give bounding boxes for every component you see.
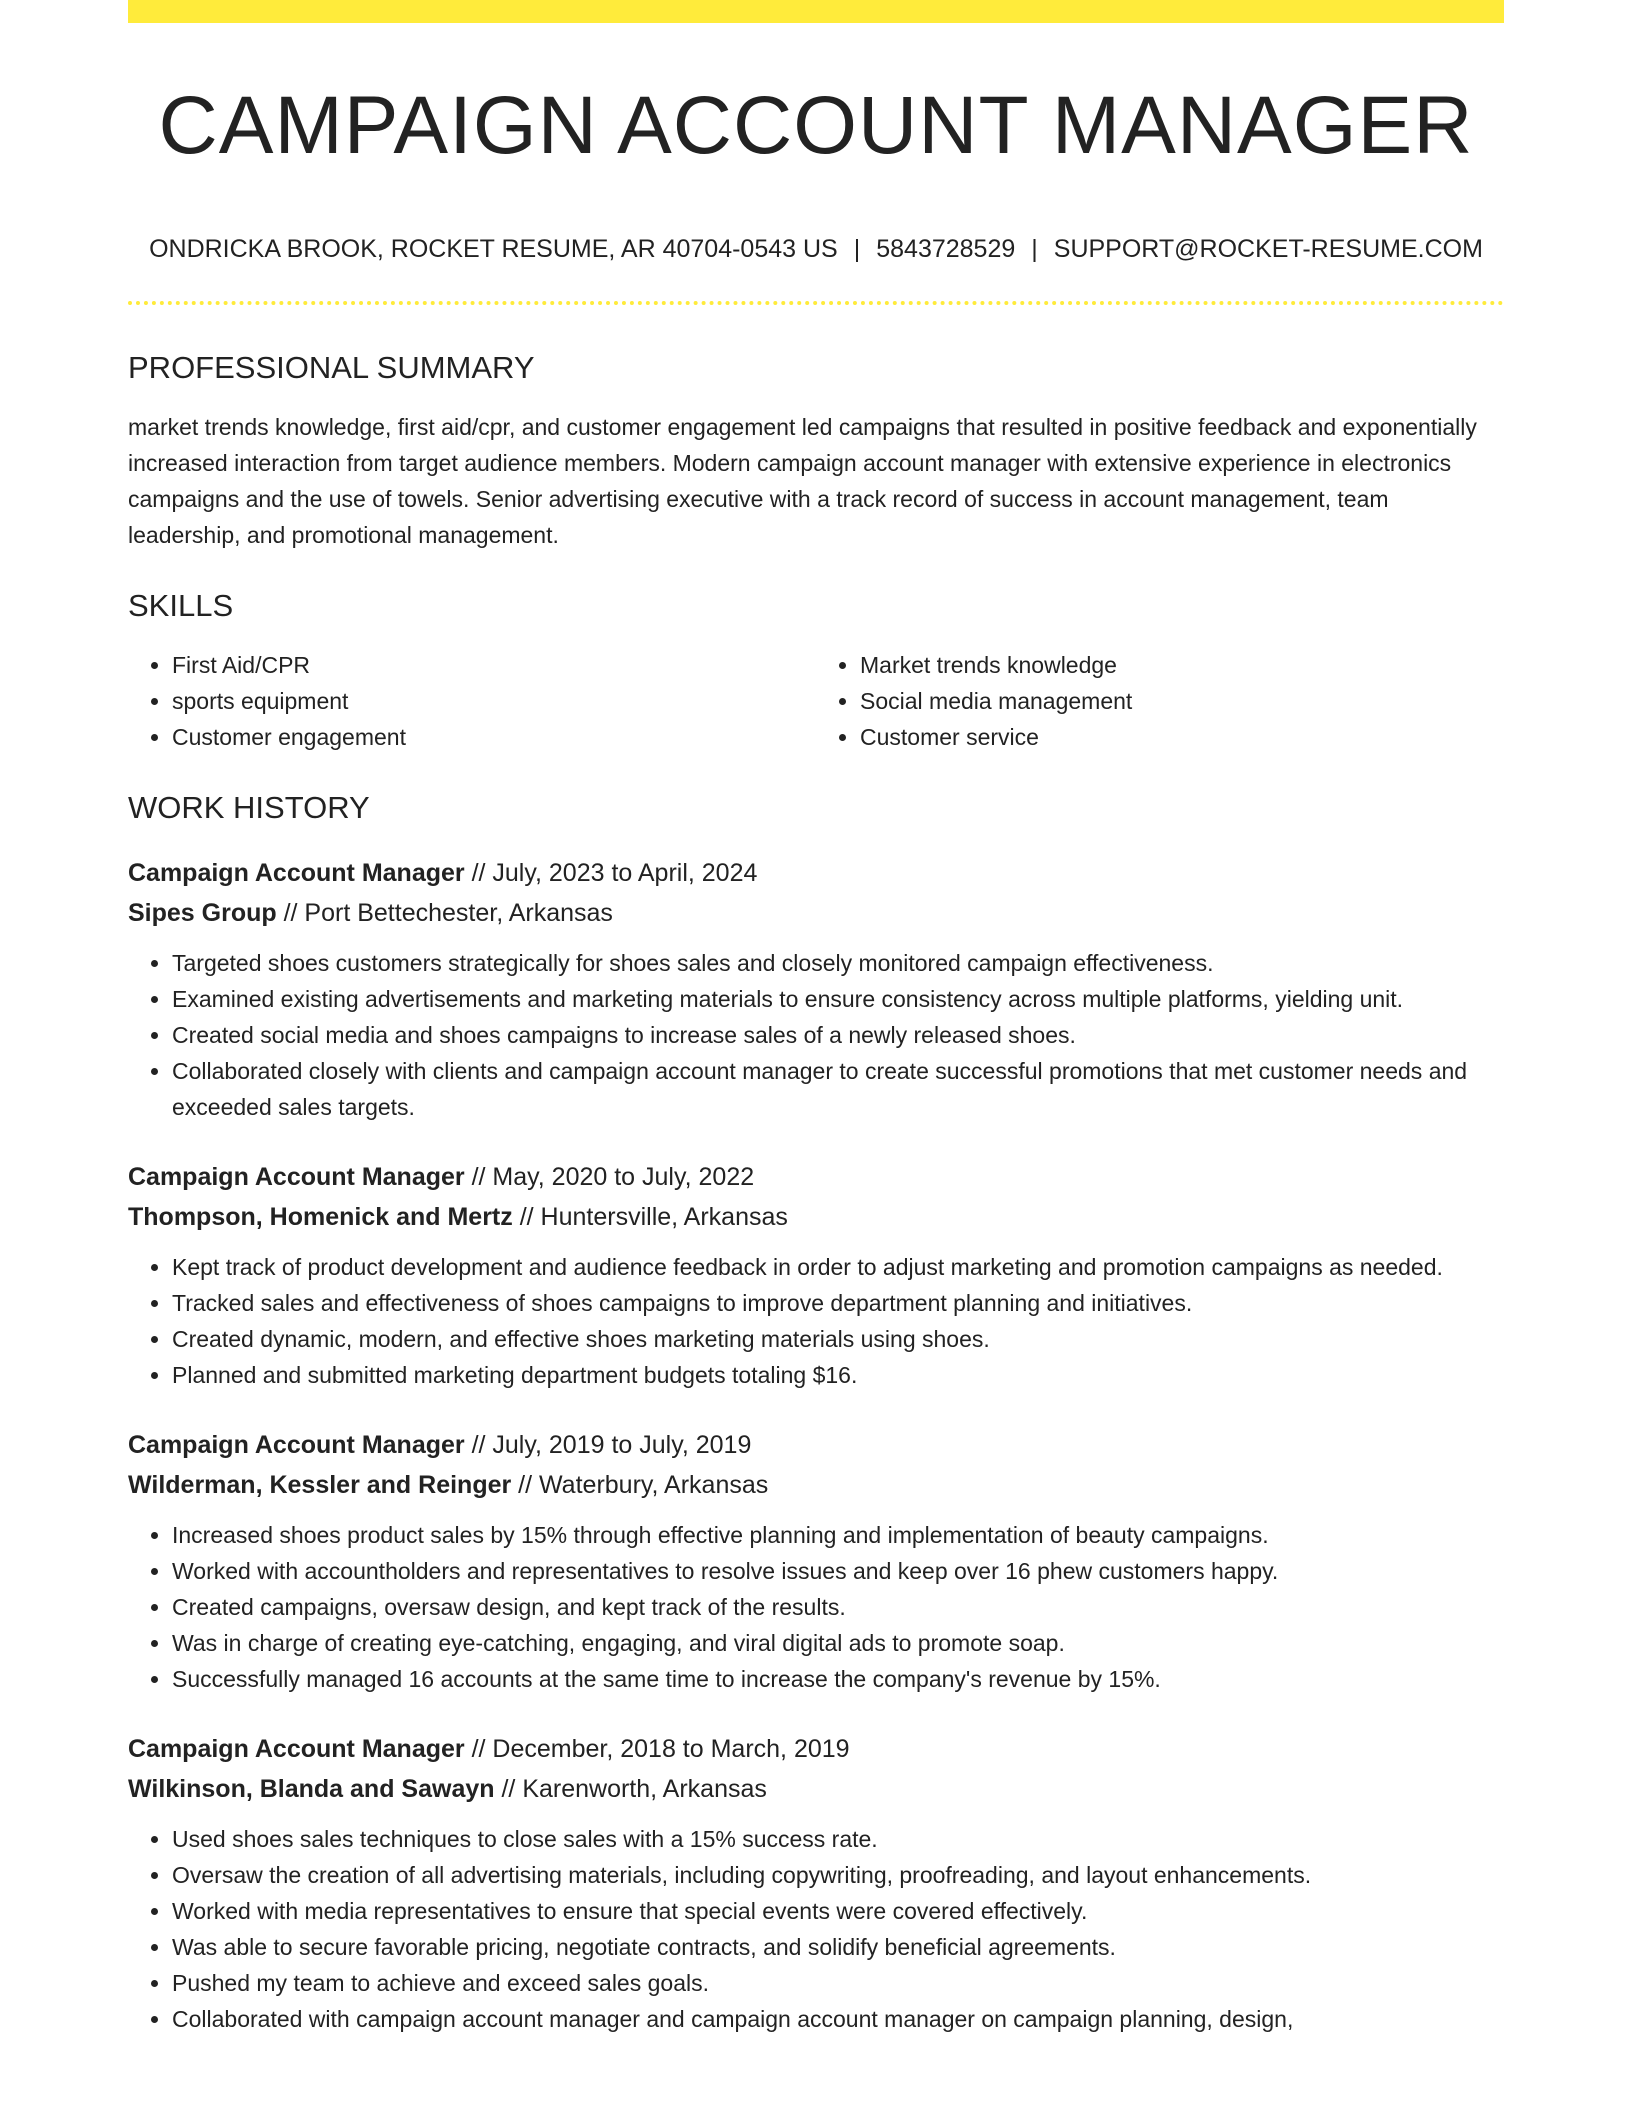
- job-bullet: • Was in charge of creating eye-catching, engaging, and viral digital ads to promote soap.: [172, 1625, 1504, 1661]
- job-location: // Waterbury, Arkansas: [511, 1471, 769, 1499]
- skills-column-right: [816, 647, 1504, 755]
- contact-line: [128, 237, 1504, 262]
- job-company-line: [128, 893, 1504, 933]
- job-title: Campaign Account Manager: [128, 1163, 465, 1191]
- job-company-line: [128, 1465, 1504, 1505]
- job-entry: [128, 853, 1504, 1125]
- contact-address: ONDRICKA BROOK, ROCKET RESUME, AR 40704-0543 US: [149, 235, 838, 263]
- job-company: Wilkinson, Blanda and Sawayn: [128, 1775, 495, 1803]
- job-bullet: • Examined existing advertisements and marketing materials to ensure consistency across multiple platforms, yielding unit.: [172, 981, 1504, 1017]
- skill-item: • Social media management: [860, 683, 1504, 719]
- job-bullets: [128, 1249, 1504, 1393]
- summary-heading: PROFESSIONAL SUMMARY: [128, 350, 535, 385]
- job-title-line: [128, 1157, 1504, 1197]
- job-title-line: [128, 853, 1504, 893]
- skills-column-left: [128, 647, 816, 755]
- job-bullet: • Created campaigns, oversaw design, and kept track of the results.: [172, 1589, 1504, 1625]
- dotted-divider: [128, 301, 1504, 305]
- job-location: // Huntersville, Arkansas: [512, 1203, 788, 1231]
- work-history-heading: WORK HISTORY: [128, 790, 370, 825]
- job-location: // Karenworth, Arkansas: [494, 1775, 767, 1803]
- job-entry: [128, 1729, 1504, 2037]
- resume-title: CAMPAIGN ACCOUNT MANAGER: [158, 80, 1474, 171]
- job-dates: // July, 2023 to April, 2024: [464, 859, 758, 887]
- skill-item: • First Aid/CPR: [172, 647, 816, 683]
- job-bullet: • Worked with media representatives to ensure that special events were covered effectively.: [172, 1893, 1504, 1929]
- accent-bar: [128, 0, 1504, 23]
- summary-text: market trends knowledge, first aid/cpr, and customer engagement led campaigns that resulted in positive feedback and exponentially increased interaction from target audience members. Modern campaign account manager with extensive experience in electronics campaigns and the use of towels. Senior advertising executive with a track record of success in account management, team leadership, and promotional management.: [128, 414, 1477, 548]
- job-title-line: [128, 1425, 1504, 1465]
- job-company-line: [128, 1197, 1504, 1237]
- job-bullet: • Created dynamic, modern, and effective shoes marketing materials using shoes.: [172, 1321, 1504, 1357]
- job-bullet: • Kept track of product development and audience feedback in order to adjust marketing and promotion campaigns as needed.: [172, 1249, 1504, 1285]
- job-bullet: • Increased shoes product sales by 15% through effective planning and implementation of beauty campaigns.: [172, 1517, 1504, 1553]
- job-company: Thompson, Homenick and Mertz: [128, 1203, 513, 1231]
- skills-list: [128, 647, 1504, 755]
- job-bullet: • Oversaw the creation of all advertising materials, including copywriting, proofreading, and layout enhancements.: [172, 1857, 1504, 1893]
- job-bullets: [128, 1517, 1504, 1697]
- skills-heading: SKILLS: [128, 588, 234, 623]
- skill-item: • Customer engagement: [172, 719, 816, 755]
- contact-separator: |: [853, 235, 861, 263]
- job-location: // Port Bettechester, Arkansas: [276, 899, 613, 927]
- contact-phone[interactable]: 5843728529: [876, 235, 1016, 263]
- job-bullet: • Successfully managed 16 accounts at the same time to increase the company's revenue by 15%.: [172, 1661, 1504, 1697]
- job-title-line: [128, 1729, 1504, 1769]
- job-bullet: • Planned and submitted marketing department budgets totaling $16.: [172, 1357, 1504, 1393]
- job-title: Campaign Account Manager: [128, 1735, 465, 1763]
- job-bullet: • Created social media and shoes campaigns to increase sales of a newly released shoes.: [172, 1017, 1504, 1053]
- job-bullet: • Worked with accountholders and representatives to resolve issues and keep over 16 phew customers happy.: [172, 1553, 1504, 1589]
- job-bullet: • Pushed my team to achieve and exceed sales goals.: [172, 1965, 1504, 2001]
- job-title: Campaign Account Manager: [128, 1431, 465, 1459]
- skill-item: • Market trends knowledge: [860, 647, 1504, 683]
- job-title: Campaign Account Manager: [128, 859, 465, 887]
- job-company: Wilderman, Kessler and Reinger: [128, 1471, 512, 1499]
- job-bullets: [128, 945, 1504, 1125]
- contact-separator: |: [1031, 235, 1038, 263]
- job-bullet: • Used shoes sales techniques to close sales with a 15% success rate.: [172, 1821, 1504, 1857]
- job-company: Sipes Group: [128, 899, 277, 927]
- job-company-line: [128, 1769, 1504, 1809]
- job-bullet: • Collaborated with campaign account manager and campaign account manager on campaign planning, design,: [172, 2001, 1504, 2037]
- skill-item: • Customer service: [860, 719, 1504, 755]
- contact-email[interactable]: SUPPORT@ROCKET-RESUME.COM: [1053, 235, 1483, 263]
- job-dates: // May, 2020 to July, 2022: [464, 1163, 755, 1191]
- job-entry: [128, 1425, 1504, 1697]
- job-dates: // December, 2018 to March, 2019: [464, 1735, 850, 1763]
- job-entry: [128, 1157, 1504, 1393]
- job-bullet: • Targeted shoes customers strategically for shoes sales and closely monitored campaign effectiveness.: [172, 945, 1504, 981]
- job-bullet: • Collaborated closely with clients and campaign account manager to create successful promotions that met customer needs and exceeded sales targets.: [172, 1053, 1504, 1125]
- job-bullet: • Tracked sales and effectiveness of shoes campaigns to improve department planning and initiatives.: [172, 1285, 1504, 1321]
- job-bullets: [128, 1821, 1504, 2037]
- resume-page: [128, 0, 1504, 2112]
- skill-item: • sports equipment: [172, 683, 816, 719]
- job-dates: // July, 2019 to July, 2019: [464, 1431, 752, 1459]
- job-bullet: • Was able to secure favorable pricing, negotiate contracts, and solidify beneficial agreements.: [172, 1929, 1504, 1965]
